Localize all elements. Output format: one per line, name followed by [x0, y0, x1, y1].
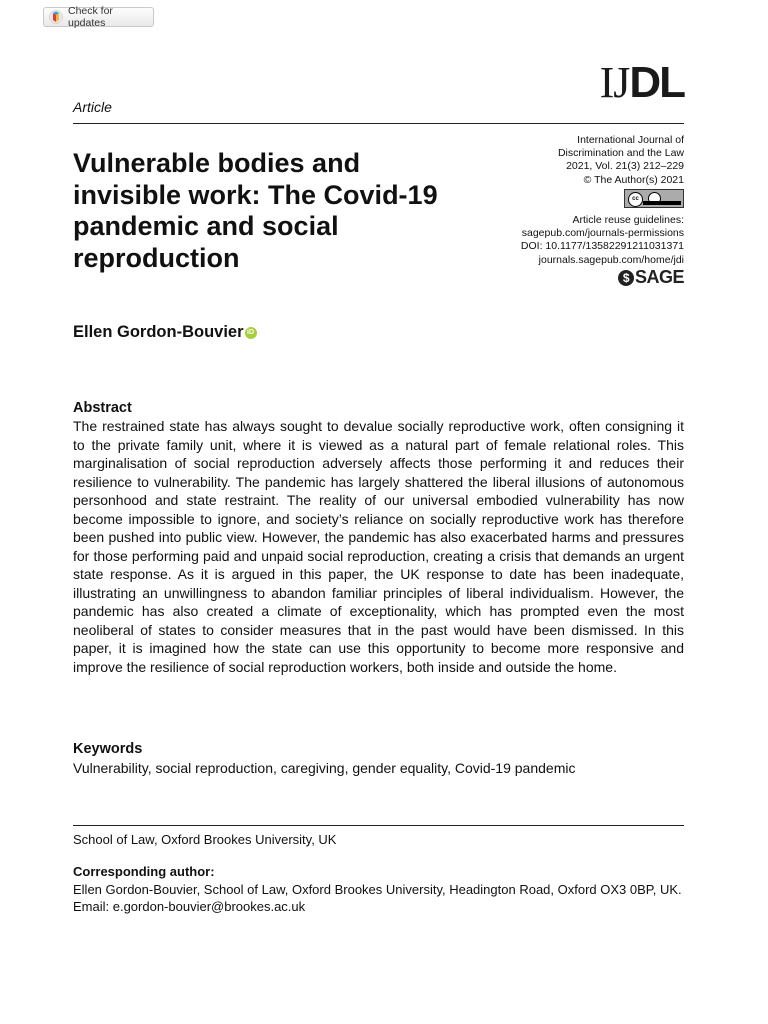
creative-commons-icon: cc — [624, 189, 684, 208]
check-for-updates-label: Check for updates — [68, 5, 113, 29]
corresponding-author-email[interactable]: Email: e.gordon-bouvier@brookes.ac.uk — [73, 899, 306, 914]
journal-name-line1: International Journal of — [577, 134, 684, 146]
orcid-icon[interactable]: iD — [245, 327, 257, 339]
footnote-divider — [73, 825, 684, 826]
doi-link[interactable]: DOI: 10.1177/13582291211031371 — [520, 240, 684, 253]
header-divider — [73, 123, 684, 124]
corresponding-author-details — [73, 881, 684, 915]
logo-sans-part: DL — [629, 58, 684, 107]
author-line — [73, 323, 257, 342]
reuse-guidelines-label: Article reuse guidelines: — [572, 214, 684, 227]
author-affiliation: School of Law, Oxford Brookes University, UK — [73, 832, 337, 847]
keywords-heading: Keywords — [73, 741, 143, 757]
author-name: Ellen Gordon-Bouvier — [73, 323, 244, 341]
publisher-logo — [618, 267, 684, 288]
article-type-label: Article — [73, 99, 112, 115]
check-for-updates-button[interactable] — [43, 7, 154, 27]
reuse-guidelines-link[interactable]: sagepub.com/journals-permissions — [521, 227, 684, 240]
publisher-name: SAGE — [634, 267, 684, 288]
journal-metadata — [454, 134, 684, 286]
journal-issue: 2021, Vol. 21(3) 212–229 — [566, 160, 684, 173]
abstract-body: The restrained state has always sought to devalue socially reproductive work, often consigning it to the private family unit, where it is viewed as a natural part of female relational roles. This marginalisation of social reproduction adversely affects those performing it and reduces their resilience to vulnerability. The pandemic has largely shattered the liberal illusions of autonomous personhood and state restraint. The reality of our universal embodied vulnerability has now become impossible to ignore, and society’s reliance on socially reproductive work has therefore been pushed into public view. However, the pandemic has also exacerbated harms and pressures for those performing paid and unpaid social reproduction, creating a crisis that demands an urgent state response. As it is argued in this paper, the UK response to date has been inadequate, illustrating an unwillingness to abandon familiar principles of liberal individualism. However, the pandemic has also created a climate of exceptionality, which has prompted even the most neoliberal of states to consider measures that in the past would have been dismissed. In this paper, it is imagined how the state can use this opportunity to become more responsive and improve the resilience of social reproduction workers, both inside and outside the home. — [73, 418, 684, 675]
abstract-heading: Abstract — [73, 400, 132, 416]
sage-s-icon: $ — [618, 270, 634, 286]
corresponding-author-heading: Corresponding author: — [73, 864, 215, 879]
logo-serif-part: IJ — [599, 58, 630, 107]
corresponding-author-address: Ellen Gordon-Bouvier, School of Law, Oxford Brookes University, Headington Road, Oxford OX3 0BP, UK. — [73, 882, 682, 897]
journal-homepage-link[interactable]: journals.sagepub.com/home/jdi — [538, 253, 684, 266]
journal-name-line2: Discrimination and the Law — [557, 147, 684, 160]
crossmark-icon — [49, 10, 63, 24]
article-title: Vulnerable bodies and invisible work: The Covid-19 pandemic and social reproduction — [73, 148, 438, 273]
copyright-notice: © The Author(s) 2021 — [583, 173, 684, 186]
keywords-list: Vulnerability, social reproduction, caregiving, gender equality, Covid-19 pandemic — [73, 760, 576, 776]
journal-logo — [600, 60, 684, 106]
